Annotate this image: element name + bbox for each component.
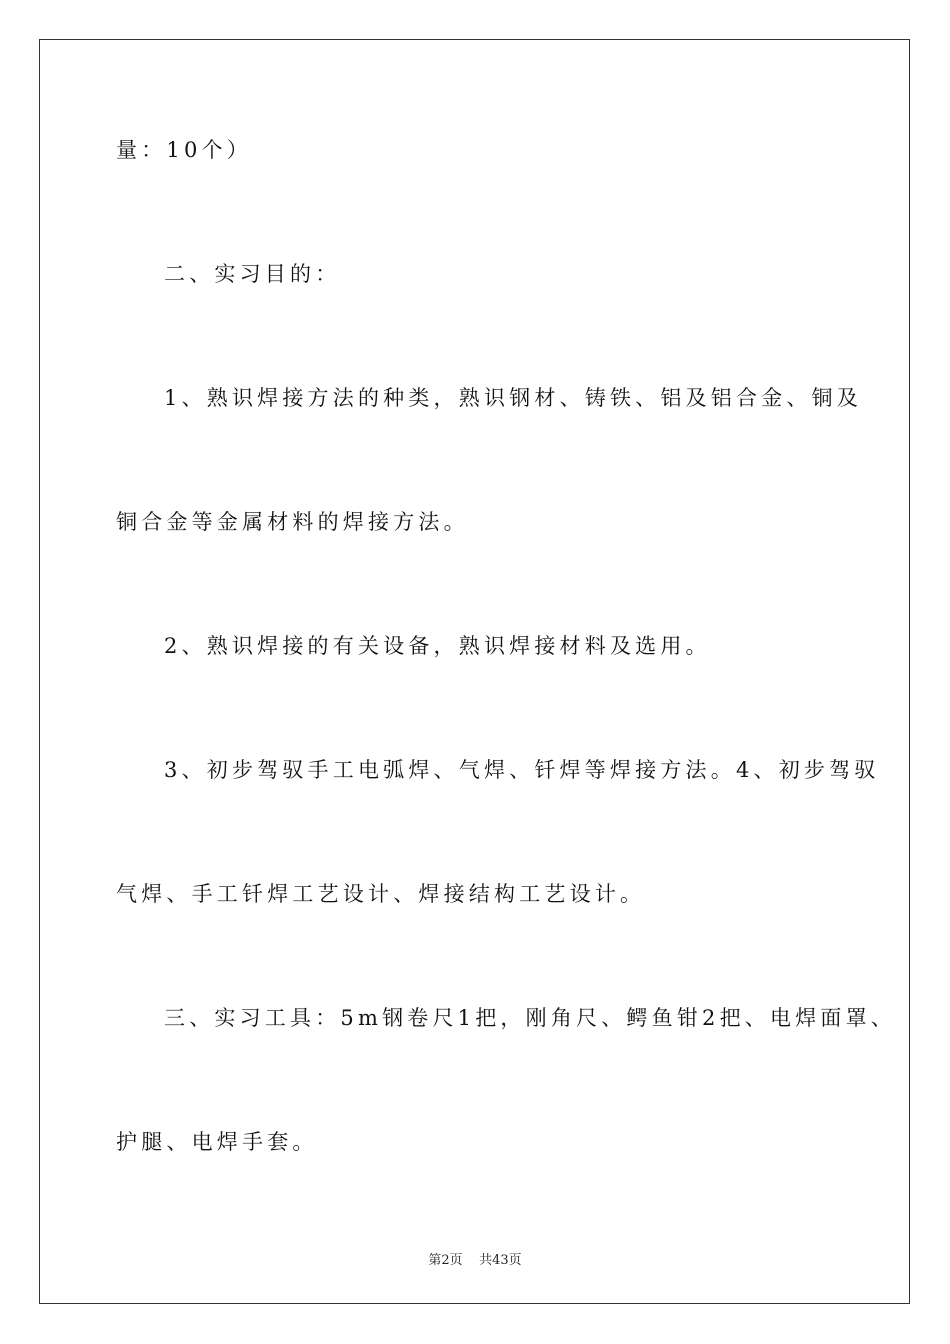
text-line-3: 1、熟识焊接方法的种类，熟识钢材、铸铁、铝及铝合金、铜及 bbox=[164, 386, 862, 410]
page-total: 共43页 bbox=[479, 1253, 522, 1268]
text-line-5: 2、熟识焊接的有关设备，熟识焊接材料及选用。 bbox=[164, 634, 711, 658]
text-line-1: 量：10个） bbox=[116, 138, 252, 162]
page-footer bbox=[0, 1249, 950, 1268]
page-number: 第2页 bbox=[428, 1253, 463, 1268]
page-border bbox=[39, 39, 910, 1304]
text-line-9: 护腿、电焊手套。 bbox=[116, 1130, 318, 1154]
text-line-4: 铜合金等金属材料的焊接方法。 bbox=[116, 510, 469, 534]
text-line-7: 气焊、手工钎焊工艺设计、焊接结构工艺设计。 bbox=[116, 882, 646, 906]
section-heading-objectives: 二、实习目的： bbox=[164, 262, 341, 286]
section-heading-tools: 三、实习工具：5m钢卷尺1把，刚角尺、鳄鱼钳2把、电焊面罩、 bbox=[164, 1006, 896, 1030]
text-line-6: 3、初步驾驭手工电弧焊、气焊、钎焊等焊接方法。4、初步驾驭 bbox=[164, 758, 880, 782]
